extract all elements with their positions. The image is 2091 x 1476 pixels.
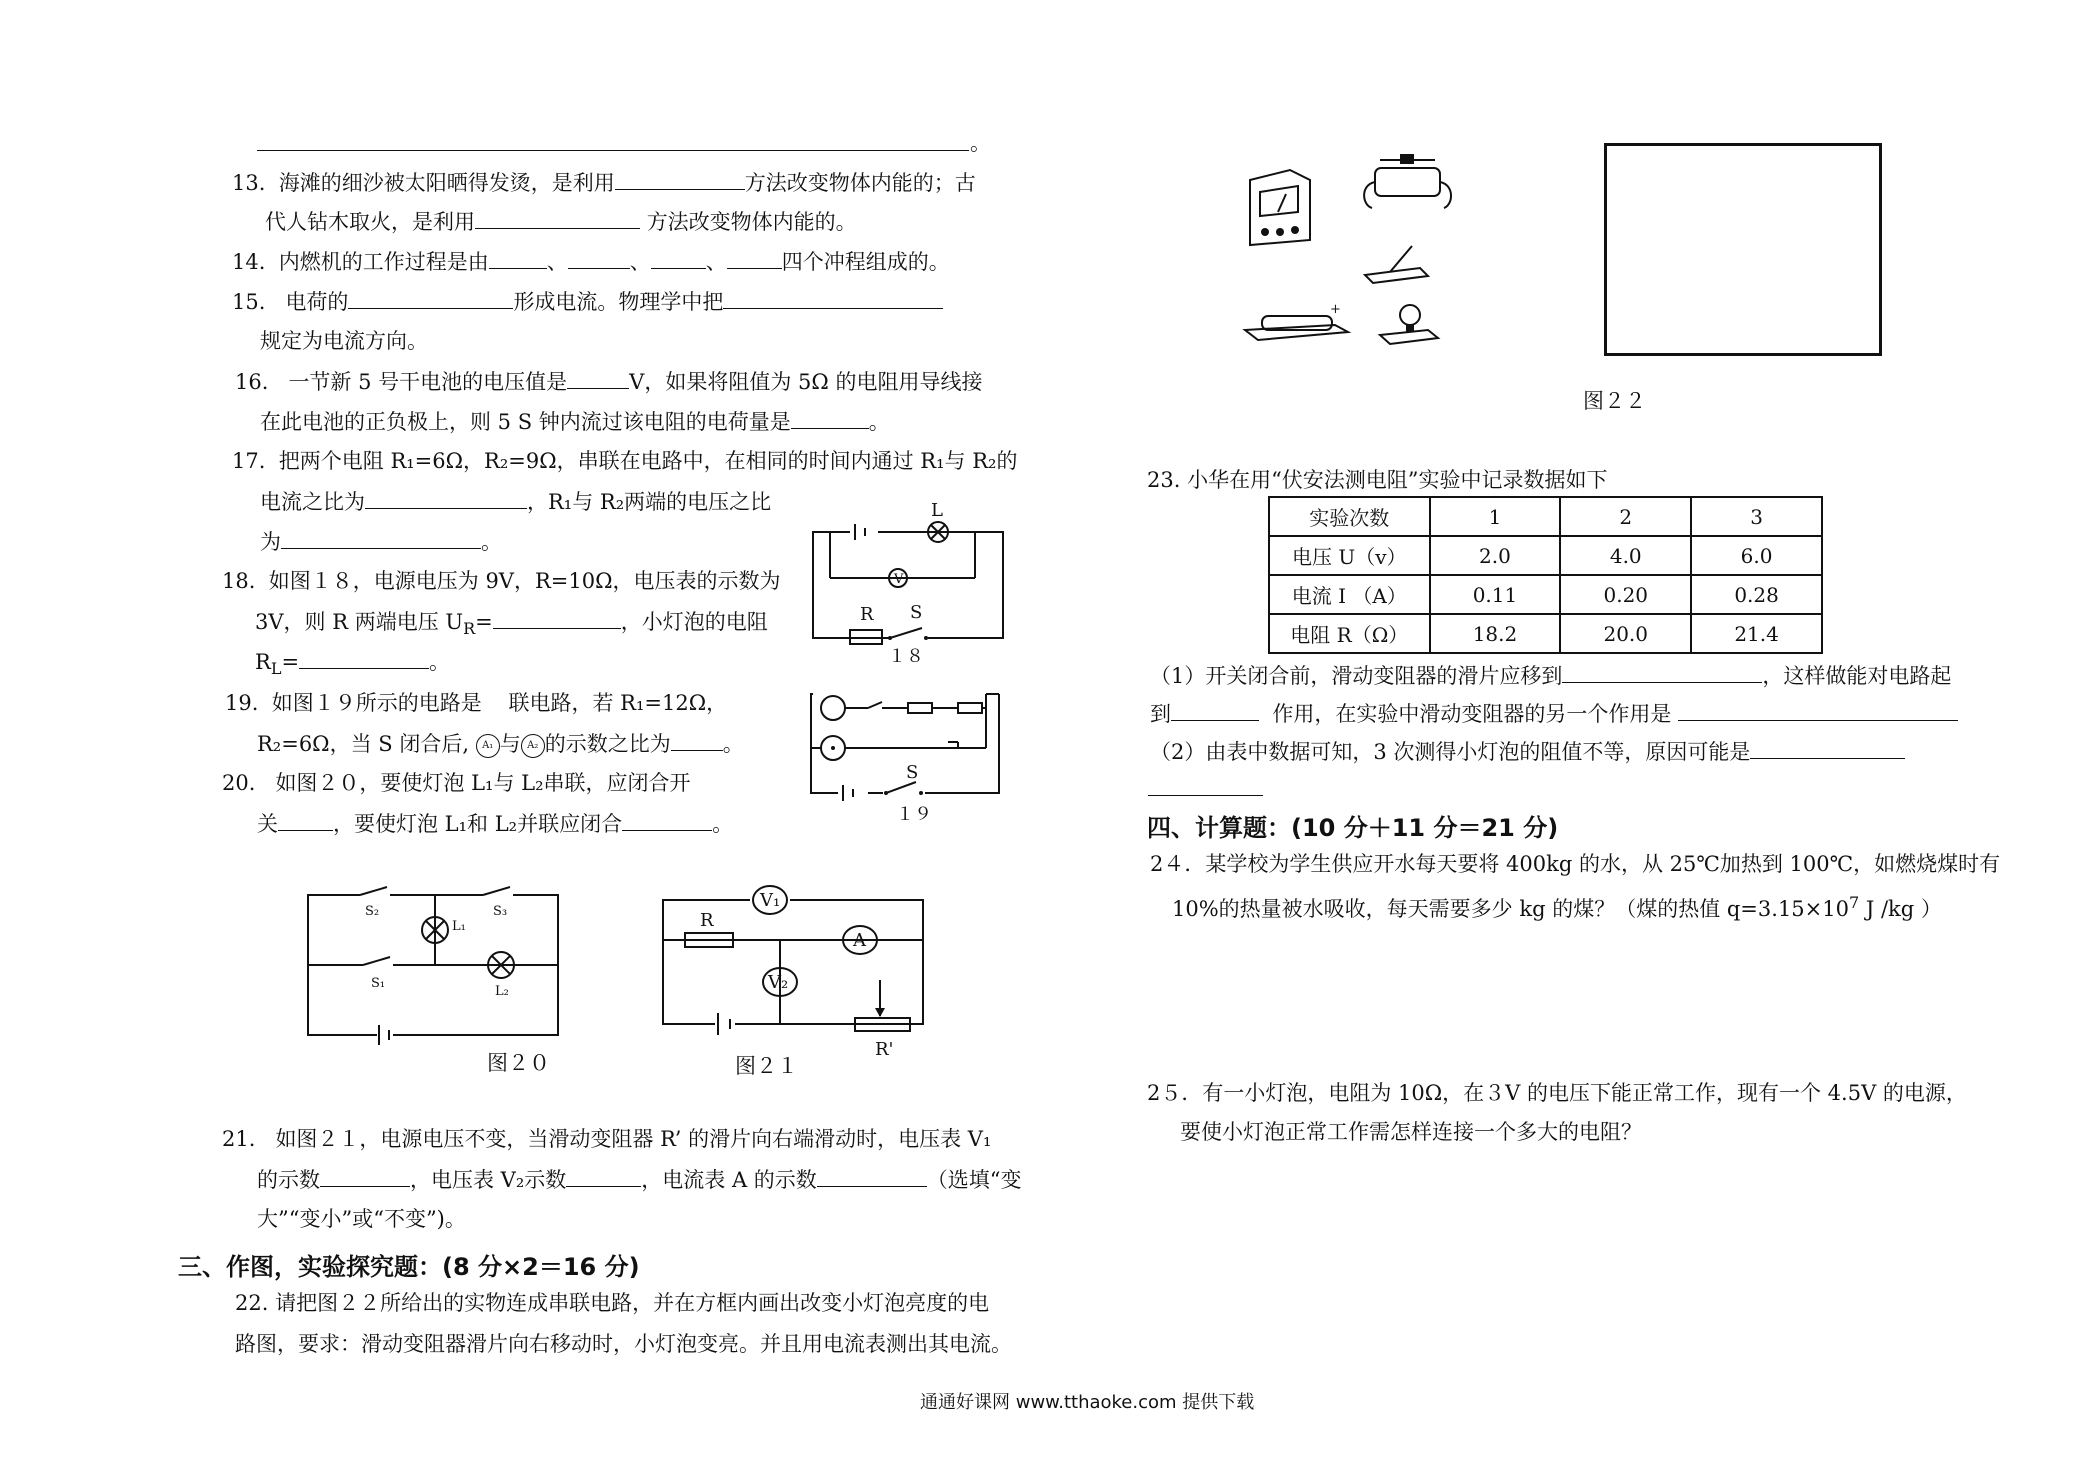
q23-p1-text-c: 到: [1150, 702, 1171, 726]
q13-blank-2[interactable]: [475, 208, 640, 229]
fig19-label-s: S: [906, 762, 919, 783]
fig20-label-s1: S₁: [371, 976, 386, 991]
fig21-label-rp: R': [875, 1039, 894, 1060]
q21-text-d: ，电流表 A 的示数: [641, 1168, 817, 1192]
fig20-label-s3: S₃: [493, 904, 508, 919]
table-cell: 20.0: [1560, 614, 1691, 653]
table-cell: 0.28: [1691, 575, 1822, 614]
q20-text-b: 关: [257, 812, 278, 836]
table-cell: 4.0: [1560, 536, 1691, 575]
fig21-label-a: A: [853, 930, 866, 951]
table-cell: 6.0: [1691, 536, 1822, 575]
q18-blank-1[interactable]: [493, 608, 621, 629]
table-cell: 2.0: [1430, 536, 1561, 575]
q17-text-c: ，R₁与 R₂两端的电压之比: [527, 490, 772, 514]
q20-blank-2[interactable]: [622, 810, 712, 831]
q18-text-a: 如图１８，电源电压为 9V，R=10Ω，电压表的示数为: [268, 569, 781, 593]
q14-sep-2: 、: [629, 250, 651, 274]
q17-blank-1[interactable]: [365, 488, 527, 509]
fig20-label-l2: L₂: [495, 984, 509, 999]
switch-device-icon: [1365, 246, 1428, 283]
bulb-device-icon: [1380, 305, 1438, 344]
battery-device-icon: [1245, 302, 1348, 340]
question-25-line2: 要使小灯泡正常工作需怎样连接一个多大的电阻？: [1180, 1120, 1642, 1144]
q14-blank-3[interactable]: [651, 248, 706, 269]
question-17-line2: [260, 488, 771, 515]
fig18-label-l: L: [931, 500, 943, 521]
q16-text-b: V，如果将阻值为 5Ω 的电阻用导线接: [629, 370, 983, 394]
fig18-label-v: V: [894, 572, 904, 587]
q14-text-b: 四个冲程组成的。: [781, 250, 950, 274]
table-cell: 电压 U（v）: [1269, 536, 1430, 575]
drawing-answer-box[interactable]: [1604, 143, 1882, 356]
figure-19-circuit: [808, 686, 1008, 826]
q15-text-a: 电荷的: [285, 290, 349, 314]
answer-line-end-mark: 。: [970, 131, 991, 155]
section-3-heading: 三、作图，实验探究题：(8 分×2＝16 分): [178, 1253, 640, 1281]
q16-text-d: 。: [868, 410, 890, 434]
question-13-line2: [265, 208, 857, 235]
q14-number: 14.: [232, 250, 266, 274]
q17-blank-2[interactable]: [281, 528, 481, 549]
question-23: 23. 小华在用“伏安法测电阻”实验中记录数据如下: [1147, 468, 1608, 492]
q21-text-a: 如图２１，电源电压不变，当滑动变阻器 R’ 的滑片向右端滑动时，电压表 V₁: [275, 1127, 992, 1151]
figure-22-caption: 图２２: [1583, 389, 1646, 413]
q16-text-c: 在此电池的正负极上，则 5 S 钟内流过该电阻的电荷量是: [260, 410, 791, 434]
table-header-cell: 2: [1560, 497, 1691, 536]
q17-text-d: 为: [260, 530, 281, 554]
q18-text-b2: =: [475, 610, 493, 634]
question-18-line2: [255, 608, 768, 642]
q18-text-d2: =: [281, 650, 300, 674]
q18-sub-l: L: [270, 659, 282, 679]
q23-blank-5-line: [1148, 795, 1263, 796]
q24-text-b: 10%的热量被水吸收，每天需要多少 kg 的煤？（煤的热值 q=3.15×10: [1172, 897, 1849, 921]
q13-blank-1[interactable]: [615, 169, 745, 190]
question-23-part1-line2: [1150, 700, 1958, 727]
q19-blank[interactable]: [671, 730, 723, 751]
q23-blank-1[interactable]: [1562, 662, 1762, 683]
figure-20-caption: 图２０: [487, 1051, 550, 1075]
q14-blank-4[interactable]: [727, 248, 782, 269]
q24-text-b2: J /kg ）: [1859, 897, 1942, 921]
table-cell: 21.4: [1691, 614, 1822, 653]
fig21-label-v2: V₂: [768, 972, 789, 993]
q23-p1-text-d: 作用，在实验中滑动变阻器的另一个作用是: [1272, 702, 1672, 726]
table-header-row: [1269, 497, 1822, 536]
q16-blank-2[interactable]: [791, 408, 869, 429]
table-row: [1269, 614, 1822, 653]
question-22: 22. 请把图２２所给出的实物连成串联电路，并在方框内画出改变小灯泡亮度的电: [235, 1291, 990, 1315]
figure-22-apparatus: [1240, 150, 1470, 370]
q16-number: 16.: [235, 370, 269, 394]
question-23-part1: [1150, 662, 1951, 689]
question-24-line2: [1172, 890, 1942, 922]
fig21-label-r: R: [700, 910, 714, 931]
question-20: [222, 770, 691, 796]
table-cell: 0.11: [1430, 575, 1561, 614]
question-23-part2: [1150, 738, 1905, 765]
question-19-line2: [257, 730, 744, 758]
question-15-line2: 规定为电流方向。: [260, 329, 428, 353]
q15-blank-2[interactable]: [723, 288, 943, 309]
table-header-cell: 实验次数: [1269, 497, 1430, 536]
q15-blank-1[interactable]: [348, 288, 513, 309]
table-row: [1269, 536, 1822, 575]
q24-exponent: 7: [1848, 893, 1860, 912]
question-24: 2４．某学校为学生供应开水每天要将 400kg 的水，从 25℃加热到 100℃，如燃烧煤时有: [1150, 852, 2001, 876]
q17-text-a: 把两个电阻 R₁=6Ω，R₂=9Ω，串联在电路中，在相同的时间内通过 R₁与 R₂的: [278, 449, 1018, 473]
question-16: [235, 368, 982, 395]
fig19-caption: １９: [896, 804, 932, 825]
svg-text:+: +: [1330, 302, 1341, 317]
q14-sep-3: 、: [705, 250, 727, 274]
q13-number: 13.: [232, 171, 266, 195]
q18-sub-r: R: [463, 619, 476, 639]
q14-text-a: 内燃机的工作过程是由: [278, 250, 489, 274]
figure-20-circuit: [305, 885, 565, 1075]
q20-text-c: ，要使灯泡 L₁和 L₂并联应闭合: [333, 812, 623, 836]
q17-number: 17.: [232, 449, 266, 473]
q19-text-c: R₂=6Ω，当 S 闭合后,: [257, 732, 470, 756]
q14-blank-2[interactable]: [568, 248, 630, 269]
fig18-label-s: S: [910, 602, 923, 623]
question-20-line2: [257, 810, 733, 837]
q23-data-table: [1268, 496, 1823, 654]
table-header-cell: 3: [1691, 497, 1822, 536]
q23-blank-3[interactable]: [1678, 700, 1958, 721]
ammeter-a1-icon: A₁: [476, 734, 500, 758]
q18-text-e: 。: [429, 650, 451, 674]
q23-p2-text: （2）由表中数据可知，3 次测得小灯泡的阻值不等，原因可能是: [1150, 740, 1751, 764]
table-row: [1269, 575, 1822, 614]
q21-text-b: 的示数: [257, 1168, 320, 1192]
q14-sep-1: 、: [546, 250, 568, 274]
fig20-label-l1: L₁: [452, 919, 466, 934]
q16-blank-1[interactable]: [567, 368, 629, 389]
q19-text-b: 联电路，若 R₁=12Ω，: [508, 691, 728, 715]
question-15: [232, 288, 943, 315]
q15-text-b: 形成电流。物理学中把: [513, 290, 724, 314]
q20-text-d: 。: [712, 812, 734, 836]
q18-text-b: 3V，则 R 两端电压 U: [255, 610, 464, 634]
question-22-line2: 路图，要求：滑动变阻器滑片向右移动时，小灯泡变亮。并且用电流表测出其电流。: [235, 1332, 1012, 1356]
q14-blank-1[interactable]: [489, 248, 547, 269]
question-25: 2５．有一小灯泡，电阻为 10Ω，在３V 的电压下能正常工作，现有一个 4.5V 的电源，: [1147, 1081, 1967, 1105]
q21-number: 21.: [222, 1127, 256, 1151]
question-16-line2: [260, 408, 890, 435]
q21-blank-2[interactable]: [566, 1166, 641, 1187]
section-4-heading: 四、计算题：(10 分＋11 分＝21 分): [1147, 814, 1559, 842]
q19-text-a: 如图１９所示的电路是: [271, 691, 482, 715]
fig18-label-r: R: [860, 604, 874, 625]
q19-text-e: 。: [722, 732, 744, 756]
q20-blank-1[interactable]: [278, 810, 333, 831]
fig18-caption: １８: [888, 646, 924, 667]
q21-blank-3[interactable]: [817, 1166, 927, 1187]
q16-text-a: 一节新 5 号干电池的电压值是: [288, 370, 568, 394]
q20-text-a: 如图２０，要使灯泡 L₁与 L₂串联，应闭合开: [275, 771, 691, 795]
question-18: [222, 568, 781, 594]
q23-p1-text-b: ，这样做能对电路起: [1762, 664, 1952, 688]
question-17-line3: [260, 528, 502, 555]
q21-text-c: ，电压表 V₂示数: [410, 1168, 567, 1192]
figure-21-circuit: [660, 880, 930, 1070]
q15-number: 15.: [232, 290, 266, 314]
q13-text-a: 海滩的细沙被太阳晒得发烫，是利用: [278, 171, 615, 195]
table-cell: 0.20: [1560, 575, 1691, 614]
q20-number: 20.: [222, 771, 256, 795]
q23-blank-2[interactable]: [1171, 700, 1259, 721]
q18-number: 18.: [222, 569, 256, 593]
answer-line-top: [257, 150, 969, 151]
fig20-label-s2: S₂: [365, 904, 380, 919]
ammeter-a2-icon: A₂: [521, 734, 545, 758]
question-17: [232, 448, 1017, 474]
q21-text-e: （选填“变: [926, 1168, 1022, 1192]
question-21: [222, 1126, 991, 1152]
footer-source: 通通好课网 www.tthaoke.com 提供下载: [920, 1392, 1255, 1413]
q17-text-b: 电流之比为: [260, 490, 365, 514]
q18-text-c: ，小灯泡的电阻: [620, 610, 768, 634]
table-cell: 电流 I （A）: [1269, 575, 1430, 614]
question-14: [232, 248, 950, 275]
q23-p1-text-a: （1）开关闭合前，滑动变阻器的滑片应移到: [1150, 664, 1563, 688]
question-19: [225, 690, 727, 716]
figure-21-caption: 图２１: [735, 1054, 798, 1078]
table-cell: 18.2: [1430, 614, 1561, 653]
table-header-cell: 1: [1430, 497, 1561, 536]
question-18-line3: [255, 648, 450, 682]
q23-blank-4[interactable]: [1750, 738, 1905, 759]
ammeter-device-icon: [1250, 170, 1310, 245]
q18-blank-2[interactable]: [299, 648, 429, 669]
q19-text-d: 的示数之比为: [544, 732, 671, 756]
q17-text-e: 。: [481, 530, 502, 554]
q13-text-c: 代人钻木取火，是利用: [265, 210, 475, 234]
rheostat-device-icon: [1364, 154, 1451, 208]
q21-blank-1[interactable]: [320, 1166, 410, 1187]
q18-text-d: R: [255, 650, 271, 674]
question-21-line2: [257, 1166, 1022, 1193]
fig21-label-v1: V₁: [760, 890, 781, 911]
q19-number: 19.: [225, 691, 259, 715]
table-cell: 电阻 R（Ω）: [1269, 614, 1430, 653]
question-13: [232, 169, 976, 196]
q13-text-b: 方法改变物体内能的；古: [744, 171, 976, 195]
q13-text-d: 方法改变物体内能的。: [646, 210, 857, 234]
question-21-line3: 大”“变小”或“不变”)。: [257, 1207, 466, 1231]
q19-mid: 与: [499, 732, 521, 756]
figure-18-circuit: [810, 500, 1010, 670]
